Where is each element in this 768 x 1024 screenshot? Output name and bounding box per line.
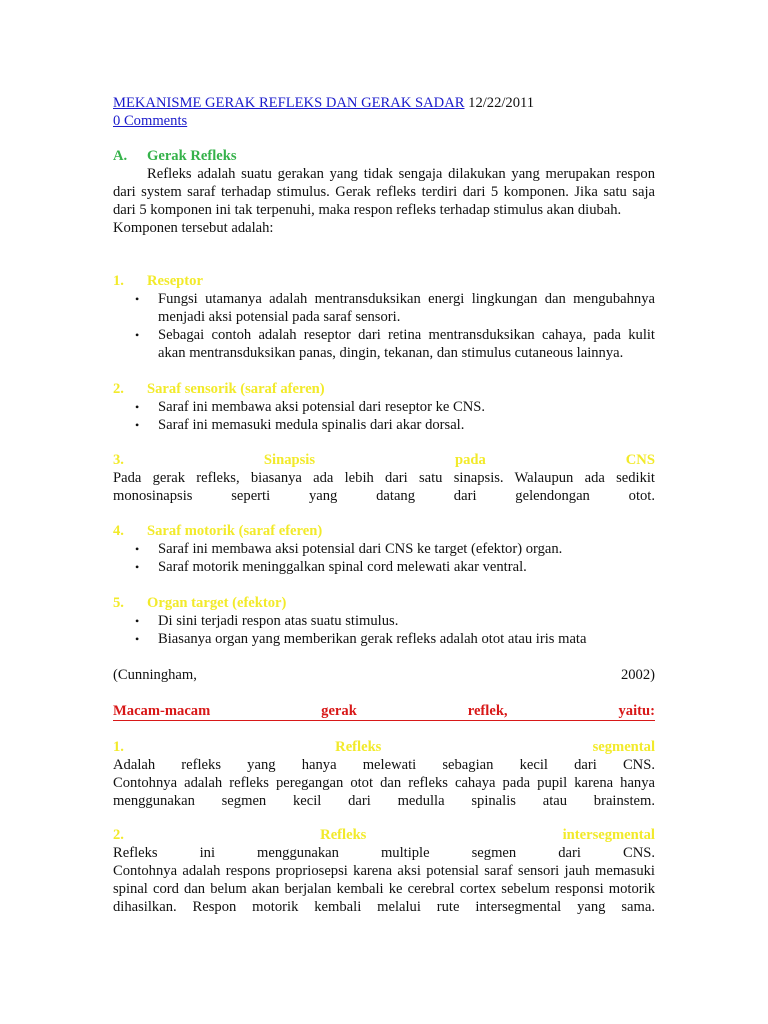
bullet-icon: •	[135, 614, 140, 628]
post-title-link[interactable]: MEKANISME GERAK REFLEKS DAN GERAK SADAR	[113, 95, 465, 111]
bullet-icon: •	[135, 632, 140, 646]
reflex-1-line-3: menggunakan segmen kecil dari medulla spinalis atau brainstem.	[113, 793, 655, 809]
bullet-icon: •	[135, 560, 140, 574]
component-4-bullets	[113, 540, 655, 576]
citation-author: (Cunningham,	[113, 667, 197, 683]
component-2-number: 2.	[113, 381, 124, 397]
list-item: • Fungsi utamanya adalah mentransduksikan energi lingkungan dan mengubahnya menjadi aksi potensial pada saraf sensori.	[135, 291, 655, 325]
citation	[113, 666, 655, 684]
reflex-1-word-2: segmental	[592, 739, 655, 755]
list-item: • Saraf motorik meninggalkan spinal cord melewati akar ventral.	[135, 559, 527, 575]
reflex-2-line-4: dihasilkan. Respon motorik kembali melalui rute intersegmental yang sama.	[113, 899, 655, 915]
bullet-icon: •	[135, 292, 140, 306]
reflex-2-heading	[113, 826, 655, 844]
macam-word-3: reflek,	[467, 703, 508, 719]
component-5-number: 5.	[113, 595, 124, 611]
reflex-2-word-1: Refleks	[320, 827, 367, 843]
reflex-2-line-2: Contohnya adalah respons propriosepsi karena aksi potensial saraf sensori jauh memasuki	[113, 863, 655, 879]
component-4-number: 4.	[113, 523, 124, 539]
component-1-heading	[113, 272, 655, 290]
list-item: • Saraf ini memasuki medula spinalis dari akar dorsal.	[135, 417, 465, 433]
component-4-title: Saraf motorik (saraf eferen)	[147, 523, 323, 539]
section-a-line-3: dari 5 komponen ini tak terpenuhi, maka respon refleks terhadap stimulus akan diubah.	[113, 202, 622, 218]
reflex-2-word-2: intersegmental	[562, 827, 655, 843]
component-5-bullets	[113, 612, 655, 648]
component-3-line-1: Pada gerak refleks, biasanya ada lebih dari satu sinapsis. Walaupun ada sedikit	[113, 470, 655, 486]
list-item: • Sebagai contoh adalah reseptor dari retina mentransduksikan cahaya, pada kulit akan mentransduksikan panas, dingin, tekanan, dan stimulus cutaneous lainnya.	[135, 327, 655, 361]
list-item: • Biasanya organ yang memberikan gerak refleks adalah otot atau iris mata	[135, 631, 587, 647]
component-3-word-2: pada	[454, 452, 486, 468]
citation-year: 2002)	[620, 667, 655, 683]
bullet-icon: •	[135, 400, 140, 414]
macam-word-4: yaitu:	[618, 703, 655, 719]
list-item: • Saraf ini membawa aksi potensial dari CNS ke target (efektor) organ.	[135, 541, 563, 557]
section-a-line-1: Refleks adalah suatu gerakan yang tidak sengaja dilakukan yang merupakan respon	[147, 166, 655, 182]
component-3-heading	[113, 451, 655, 469]
comments-link[interactable]: 0 Comments	[113, 113, 188, 129]
component-1-number: 1.	[113, 273, 124, 289]
reflex-1-line-1: Adalah refleks yang hanya melewati sebagian kecil dari CNS.	[113, 757, 655, 773]
component-3-word-1: Sinapsis	[263, 452, 316, 468]
reflex-2-line-3: spinal cord dan belum akan berjalan kembali ke cerebral cortex sebelum responsi motorik	[113, 881, 655, 897]
post-date: 12/22/2011	[468, 95, 535, 111]
reflex-2-number: 2.	[113, 827, 124, 843]
section-a-heading	[113, 147, 655, 165]
reflex-1-word-1: Refleks	[335, 739, 382, 755]
component-5-heading	[113, 594, 655, 612]
macam-word-2: gerak	[321, 703, 357, 719]
reflex-1-line-2: Contohnya adalah refleks peregangan otot dan refleks cahaya pada pupil karena hanya	[113, 775, 655, 791]
post-header	[113, 94, 655, 112]
section-a-title: Gerak Refleks	[147, 148, 237, 164]
component-1-bullets	[113, 290, 655, 362]
bullet-icon: •	[135, 542, 140, 556]
reflex-2-line-1: Refleks ini menggunakan multiple segmen dari CNS.	[113, 845, 655, 861]
list-item: • Saraf ini membawa aksi potensial dari reseptor ke CNS.	[135, 399, 486, 415]
macam-word-1: Macam-macam	[113, 703, 211, 719]
reflex-1-heading	[113, 738, 655, 756]
section-a-line-4: Komponen tersebut adalah:	[113, 220, 274, 236]
component-4-heading	[113, 522, 655, 540]
reflex-1-number: 1.	[113, 739, 124, 755]
component-2-title: Saraf sensorik (saraf aferen)	[147, 381, 325, 397]
bullet-icon: •	[135, 418, 140, 432]
component-2-heading	[113, 380, 655, 398]
macam-heading	[113, 702, 655, 721]
component-1-title: Reseptor	[147, 273, 203, 289]
bullet-icon: •	[135, 328, 140, 342]
component-2-bullets	[113, 398, 655, 434]
component-3-number: 3.	[113, 452, 124, 468]
section-a-line-2: dari system saraf terhadap stimulus. Gerak refleks terdiri dari 5 komponen. Jika satu saja	[113, 184, 655, 200]
component-3-line-2: monosinapsis seperti yang datang dari gelendongan otot.	[113, 488, 655, 504]
component-5-title: Organ target (efektor)	[147, 595, 287, 611]
component-3-word-3: CNS	[625, 452, 655, 468]
list-item: • Di sini terjadi respon atas suatu stimulus.	[135, 613, 399, 629]
section-a-letter: A.	[113, 148, 128, 164]
